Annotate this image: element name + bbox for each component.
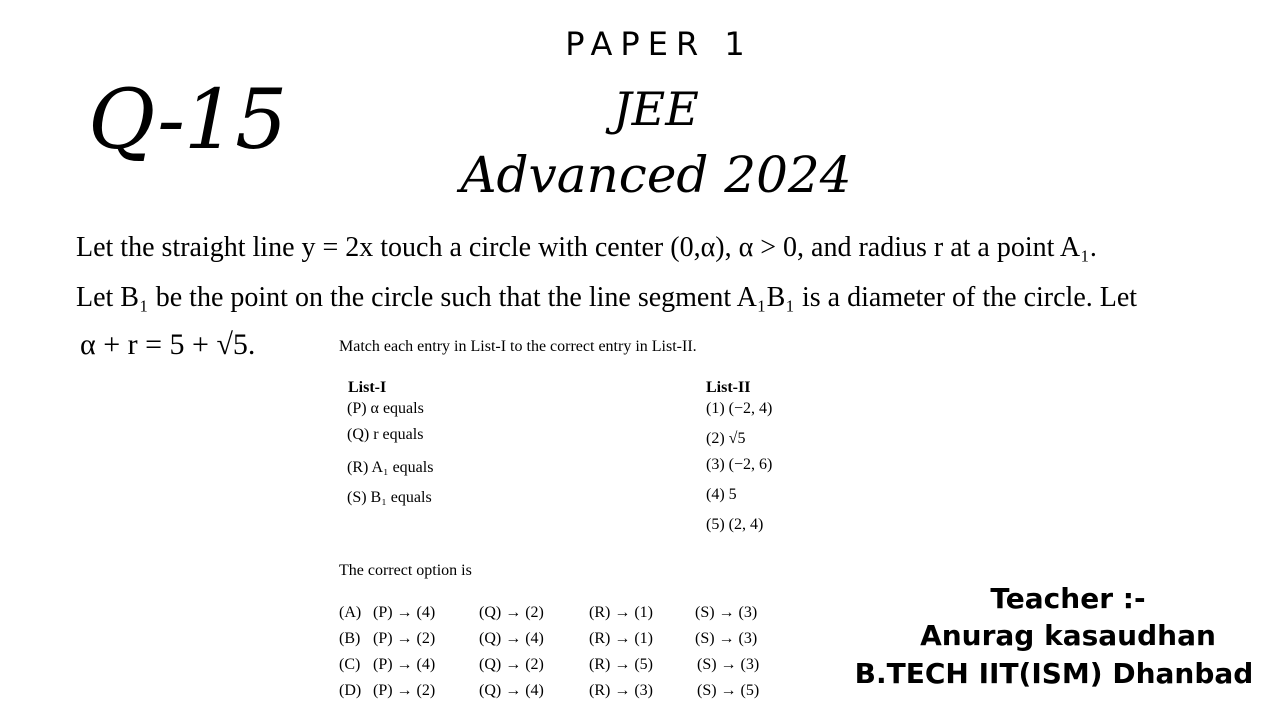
list-2-item-3: (3) (−2, 6) [706, 456, 773, 473]
option-r-mapping: (R) → (1) [589, 630, 653, 647]
option-q-mapping: (Q) → (4) [479, 682, 544, 699]
option-q-mapping: (Q) → (2) [479, 656, 544, 673]
teacher-label: Teacher :- [990, 582, 1146, 615]
option-p-mapping: (P) → (4) [373, 604, 436, 621]
list-1-item-s: (S) B₁ equals [347, 489, 432, 506]
list-1-item-q: (Q) r equals [347, 426, 424, 443]
option-s-mapping: (S) → (5) [697, 682, 760, 699]
option-r-mapping: (R) → (3) [589, 682, 653, 699]
option-a[interactable] [339, 605, 757, 621]
option-p-mapping: (P) → (2) [373, 682, 436, 699]
list-1-title: List-I [348, 379, 387, 396]
option-r-mapping: (R) → (1) [589, 604, 653, 621]
list-2-item-4: (4) 5 [706, 486, 737, 503]
question-stem-line-1: Let the straight line y = 2x touch a circle with center (0,α), α > 0, and radius r at a point A₁. [76, 232, 1097, 263]
list-2-item-2: (2) √5 [706, 430, 746, 447]
list-1-item-p: (P) α equals [347, 400, 424, 417]
question-stem-line-3: α + r = 5 + √5. [80, 328, 256, 361]
option-label: (B) [339, 630, 361, 647]
question-number: Q-15 [88, 73, 287, 168]
option-p-mapping: (P) → (2) [373, 630, 436, 647]
list-2-title: List-II [706, 379, 751, 396]
option-s-mapping: (S) → (3) [695, 630, 758, 647]
correct-option-label: The correct option is [339, 562, 472, 579]
option-label: (C) [339, 656, 361, 673]
teacher-degree: B.TECH IIT(ISM) Dhanbad [854, 657, 1254, 690]
option-c[interactable] [339, 657, 759, 673]
option-q-mapping: (Q) → (4) [479, 630, 544, 647]
teacher-name: Anurag kasaudhan [920, 619, 1216, 652]
list-1-item-r: (R) A₁ equals [347, 459, 434, 476]
option-q-mapping: (Q) → (2) [479, 604, 544, 621]
exam-edition: Advanced 2024 [460, 146, 852, 204]
list-2-item-1: (1) (−2, 4) [706, 400, 773, 417]
option-s-mapping: (S) → (3) [695, 604, 758, 621]
paper-title: PAPER 1 [565, 25, 753, 63]
list-2-item-5: (5) (2, 4) [706, 516, 764, 533]
option-s-mapping: (S) → (3) [697, 656, 760, 673]
option-d[interactable] [339, 683, 759, 699]
option-label: (A) [339, 604, 362, 621]
option-r-mapping: (R) → (5) [589, 656, 653, 673]
option-p-mapping: (P) → (4) [373, 656, 436, 673]
exam-title: JEE [613, 82, 699, 136]
option-label: (D) [339, 682, 362, 699]
match-instruction: Match each entry in List-I to the correct entry in List-II. [339, 338, 697, 355]
option-b[interactable] [339, 631, 757, 647]
question-stem-line-2: Let B₁ be the point on the circle such that the line segment A₁B₁ is a diameter of the circle. Let [76, 282, 1138, 313]
